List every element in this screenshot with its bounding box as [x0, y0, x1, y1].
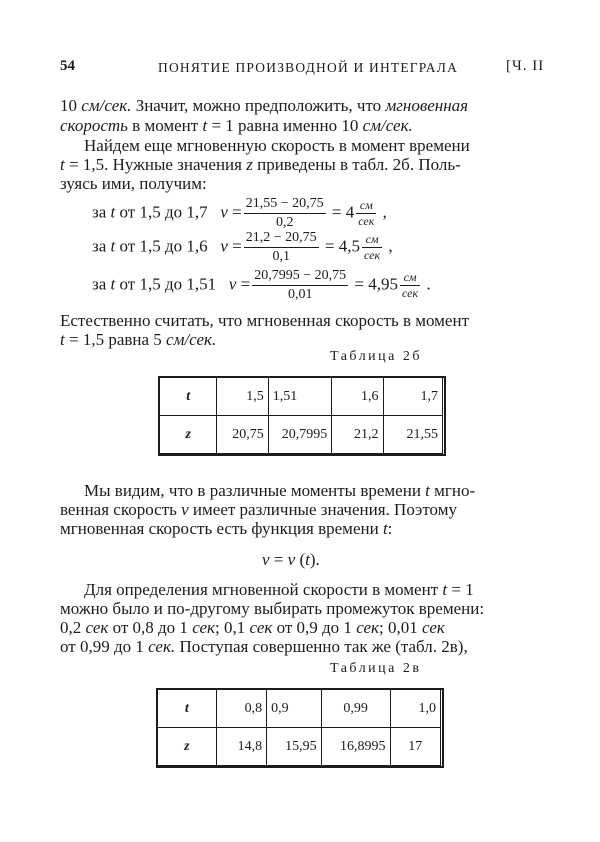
para2-line3: зуясь ими, получим: — [60, 174, 207, 193]
table-cell: 1,0 — [390, 690, 440, 728]
table-cell: 1,7 — [383, 378, 442, 416]
table-cell-label: t — [160, 378, 217, 416]
table-row — [158, 728, 441, 766]
chapter-marker: [Ч. II — [506, 58, 545, 74]
table-cell: 1,51 — [268, 378, 331, 416]
table-cell: 21,2 — [332, 416, 383, 454]
running-title: ПОНЯТИЕ ПРОИЗВОДНОЙ И ИНТЕГРАЛА — [158, 60, 459, 75]
para1-line1: 10 см/сек. Значит, можно предположить, что мгновенная — [60, 96, 469, 115]
table-cell-label: z — [158, 728, 217, 766]
para5-line2: можно было и по-другому выбирать промежуток времени: — [60, 599, 485, 618]
table-cell: 21,55 — [383, 416, 442, 454]
table-row — [158, 690, 441, 728]
table-row — [160, 378, 443, 416]
table-cell: 15,95 — [267, 728, 322, 766]
table-2b — [159, 377, 443, 454]
para5-line1: Для определения мгновенной скорости в момент t = 1 — [84, 580, 474, 599]
para3-line2: t = 1,5 равна 5 см/сек. — [60, 330, 217, 349]
table-cell: 1,5 — [217, 378, 268, 416]
table-cell: 14,8 — [216, 728, 266, 766]
equation-v-of-t: v = v (t). — [262, 550, 320, 569]
para2-line1: Найдем еще мгновенную скорость в момент времени — [84, 136, 470, 155]
table-cell: 16,8995 — [321, 728, 390, 766]
para1-line2: скорость в момент t = 1 равна именно 10 см/сек. — [60, 116, 413, 135]
para4-line2: венная скорость v имеет различные значения. Поэтому — [60, 500, 457, 519]
page-number: 54 — [60, 58, 75, 74]
table-cell-label: t — [158, 690, 217, 728]
para4-line3: мгновенная скорость есть функция времени t: — [60, 519, 393, 538]
table-cell: 0,9 — [267, 690, 322, 728]
formula-2: за t от 1,5 до 1,6 v = $\frac{21,2 - 20,75}{0,1}$ = 4,5 $\frac{см}{\text{сек}}$ , — [92, 230, 393, 264]
para3-line1: Естественно считать, что мгновенная скорость в момент — [60, 311, 469, 330]
table-cell: 17 — [390, 728, 440, 766]
formula-1: за t от 1,5 до 1,7 v = $\frac{21,55 - 20,75}{0,2}$ = 4 $\frac{см}{\text{сек}}$ , — [92, 196, 387, 230]
table-cell: 20,7995 — [268, 416, 331, 454]
table-row — [160, 416, 443, 454]
table-cell: 0,99 — [321, 690, 390, 728]
table-2v-caption: Таблица 2в — [330, 661, 422, 676]
para2-line2: t = 1,5. Нужные значения z приведены в табл. 2б. Поль- — [60, 155, 461, 174]
table-2b-caption: Таблица 2б — [330, 349, 422, 364]
para4-line1: Мы видим, что в различные моменты времени t мгно- — [84, 481, 476, 500]
table-2v — [157, 689, 441, 766]
para5-line4: от 0,99 до 1 сек. Поступая совершенно так же (табл. 2в), — [60, 637, 468, 656]
table-cell: 20,75 — [217, 416, 268, 454]
formula-3: за t от 1,5 до 1,51 v = $\frac{20,7995 - 20,75}{0,01}$ = 4,95 $\frac{см}{\text{сек}}$ . — [92, 268, 431, 302]
table-cell-label: z — [160, 416, 217, 454]
table-cell: 0,8 — [216, 690, 266, 728]
para5-line3: 0,2 сек от 0,8 до 1 сек; 0,1 сек от 0,9 до 1 сек; 0,01 сек — [60, 618, 445, 637]
table-cell: 1,6 — [332, 378, 383, 416]
